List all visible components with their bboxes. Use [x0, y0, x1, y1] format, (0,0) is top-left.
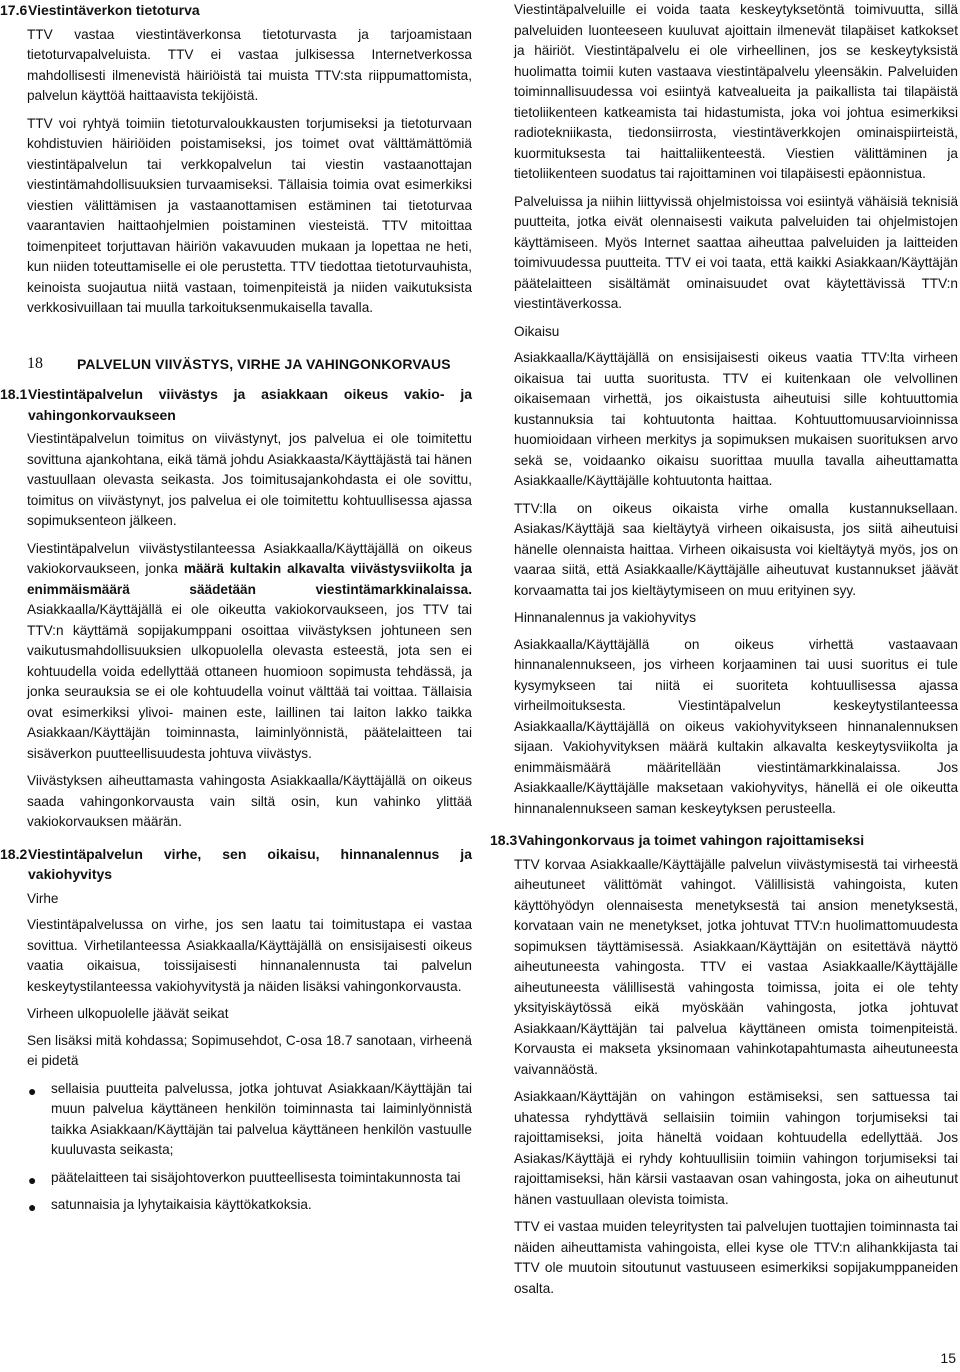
bullet-icon: ● [28, 1171, 37, 1188]
section-title: Viestintäverkon tietoturva [28, 2, 200, 18]
paragraph: TTV ei vastaa muiden teleyritysten tai palvelujen tuottajien toiminnasta tai näiden aiheuttamista vahingoista, ellei kyse ole TTV:n alihankkijasta tai TTV ole muutoin sitoutunut vastuuseen esimerkiksi sopijakumppaneiden osalta. [514, 1219, 958, 1296]
paragraph: Palveluissa ja niihin liittyvissä ohjelmistoissa voi esiintyä vähäisiä teknisiä puutteita, jotka eivät olennaisesti vaikuta palveluiden tai ohjelmistojen käyttämiseen. Myös Internet saattaa aiheuttaa palveluiden ja laitteiden toimivuudessa puutteita. TTV ei voi taata, että kaikki Asiakkaan/Käyttäjän päätelaitteen sisältämät ominaisuudet ovat käytettävissä TTV:n viestintäverkossa. [514, 193, 958, 311]
bullet-list [0, 1079, 472, 1216]
paragraph: Viestintäpalveluille ei voida taata keskeytyksetöntä toimivuutta, sillä palveluiden luonteeseen kuuluvat ajoittain ilmenevät tilapäiset katkokset ja häiriöt. Viestintäpalvelu ei ole virheellinen, jos se keskeytyksistä huolimatta toimii kuten vastaava viestintäpalvelu yleensäkin. Palveluiden toiminnallisuudessa voi esiintyä katvealueita ja paikallista tai tilapäistä tietoliikenteen katkeamista tai hidastumista, joka voi johtua esimerkiksi radiotekniikasta, tiedonsiirrosta, viestintäverkkojen ominaispiirteistä, kuormituksesta tai haittaliikenteestä. Viestien välittäminen ja tietoliikenteen suodatus tai rajoittaminen voi tilapäisesti epäonnistua. [514, 2, 958, 181]
page-number: 15 [940, 1350, 956, 1366]
list-item [28, 1079, 472, 1161]
right-column [490, 0, 958, 1306]
list-item [28, 1195, 472, 1216]
section-number: 18.2 [0, 845, 28, 862]
paragraph: Viestintäpalvelun toimitus on viivästynyt, jos palvelua ei ole toimitettu sovittuna ajankohtana, eikä tämä johdu Asiakkaasta/Käyttäjästä tai hänen vastuullaan olevasta seikasta. Jos toimitusajankohdasta ei ole sovittu, toimitus on viivästynyt, jos palvelua ei ole toimitettu kohtuullisessa ajassa sopimuksenteon jälkeen. [27, 431, 472, 528]
subheading: Virhe [27, 890, 59, 906]
chapter-heading-18 [0, 354, 472, 375]
list-item-text: sellaisia puutteita palvelussa, jotka johtuvat Asiakkaan/Käyttäjän tai muun palvelua käyttäneen henkilön toiminnasta tai laiminlyönnistä taikka Asiakkaan/Käyttäjän tai palvelua käyttäneen henkilön vastuulle kuuluvasta seikasta; [51, 1080, 472, 1157]
bold-text-run: määrä kultakin alkavalta viivästysviikolta ja enimmäismäärä säädetään viestintämarkkinalaissa. [27, 561, 472, 597]
bullet-icon: ● [28, 1082, 37, 1099]
section-heading-17-6 [0, 0, 472, 21]
bullet-icon: ● [28, 1199, 37, 1215]
paragraph: Asiakkaalla/Käyttäjällä on ensisijaisesti oikeus vaatia TTV:lta virheen oikaisua tai uutta suoritusta. TTV ei kuitenkaan ole velvollinen oikaisemaan virhettä, jos oikaistusta aiheutuisi sille kohtuuttomia kustannuksia tai kohtuutonta haittaa. Kohtuuttomuusarvioinnissa huomioidaan virheen merkitys ja sopimuksen mukaisen suorituksen arvo sekä se, voidaanko oikaisu suorittaa muulla tavalla aiheuttamatta Asiakkaalle/Käyttäjälle kohtuutonta haittaa. [514, 350, 958, 488]
paragraph: TTV:lla on oikeus oikaista virhe omalla kustannuksellaan. Asiakas/Käyttäjä saa kieltäytyä virheen oikaisusta, jos siitä aiheutuisi hänelle olennaista haittaa. Virheen oikaisusta voi kieltäytyä myös, jos on vaaraa siitä, että Asiakkaalle/Käyttäjälle aiheutuvat kustannukset jäävät korvaamatta tai jos kieltäytymiseen on muu erityinen syy. [514, 500, 958, 598]
section-heading-18-2 [0, 844, 472, 885]
paragraph: Asiakkaan/Käyttäjän on vahingon estämiseksi, sen sattuessa tai uhatessa ryhdyttävä sellaisiin toimiin vahingon torjumiseksi tai rajoittamiseksi, joita häneltä voidaan kohtuudella edellyttää. Jos Asiakas/Käyttäjä ei ryhdy kohtuullisiin toimiin vahingon torjumiseksi tai rajoittamiseksi, hän kärsii vastaavan osan vahingosta, joka on aiheutunut hänen vastuullaan olevista toimista. [514, 1089, 958, 1207]
paragraph: TTV korvaa Asiakkaalle/Käyttäjälle palvelun viivästymisestä tai virheestä aiheutuneet välittömät vahingot. Välillisistä vahingoista, kuten käyttöhyödyn olennaisesta menetyksestä tai ansion menetyksestä, korvataan vain ne menetykset, jotka johtuvat TTV:n huolimattomuudesta sopimuksen täyttämisessä. Asiakkaan/Käyttäjän on esitettävä näyttö aiheutuneesta vahingosta. TTV ei vastaa Asiakkaalle/Käyttäjälle aiheutuneesta välillisestä vahingosta toimissa, joita ei ole tehty yksityiskäytössä eikä myöskään vahingosta, jotka johtuvat Asiakkaan/Käyttäjän tai palvelua käyttäneen omista toimenpiteistä. Korvausta ei makseta yksinomaan vahinkotapahtumasta aiheutuneesta vaivannäöstä. [514, 856, 958, 1077]
paragraph: TTV vastaa viestintäverkonsa tietoturvasta ja tarjoamistaan tietoturvapalveluista. TTV ei vastaa julkisessa Internetverkossa mahdollisesti ilmenevistä häiriöistä tai muista TTV:sta riippumattomista, palvelun käyttöä haittaavista tekijöistä. [27, 26, 472, 103]
chapter-number: 18 [27, 354, 43, 372]
section-heading-18-1 [0, 384, 472, 425]
section-title: Vahingonkorvaus ja toimet vahingon rajoittamiseksi [518, 832, 865, 848]
paragraph: Asiakkaalla/Käyttäjällä on oikeus virhettä vastaavaan hinnanalennukseen, jos virheen korjaaminen tai uusi suoritus ei tule kysymykseen tai niitä ei suoriteta kohtuullisessa ajassa virheilmoituksesta. Viestintäpalvelun keskeytystilanteessa Asiakkaalla/Käyttäjällä on oikeus vakiohyvitykseen hinnanalennuksen sijaan. Vakiohyvityksen määrä kultakin alkavalta keskeytysviikolta ja enimmäismäärä määritellään viestintämarkkinalaissa. Jos Asiakkaalle/Käyttäjälle maksetaan vakiohyvitys, hänellä ei ole oikeutta hinnanalennukseen saman keskeytyksen perusteella. [514, 636, 958, 816]
text-run: Asiakkaalla/Käyttäjällä ei ole oikeutta vakiokorvaukseen, jos TTV tai TTV:n käyttämä sopijakumppani osoittaa viivästyksen johtuneen sen vaikutusmahdollisuuksien ulkopuolella olevasta esteestä, jota sen ei kohtuudella voida edellyttää ottaneen huomioon sopimusta tehdässä, ja jonka seurauksia se ei ole kohtuudella voinut välttää tai voittaa. Tällaisia ovat esimerkiksi ylivoi- mainen este, laillinen tai laiton lakko taikka Asiakkaan/Käyttäjän toiminnasta, laiminlyönnistä, päätelaitteen tai sisäverkon puutteellisuudesta johtuva viivästys. [27, 602, 472, 761]
section-heading-18-3 [490, 830, 958, 851]
subheading: Oikaisu [514, 323, 560, 339]
section-title: Viestintäpalvelun viivästys ja asiakkaan oikeus vakio- ja vahingonkorvaukseen [28, 386, 472, 423]
paragraph: Viestintäpalvelussa on virhe, jos sen laatu tai toimitustapa ei vastaa sovittua. Virhetilanteessa Asiakkaalla/Käyttäjällä on ensisijaisesti oikeus vaatia oikaisua, toissijaisesti hinnanalennusta tai palvelun keskeytystilanteessa vakiohyvitystä ja näiden lisäksi vahingonkorvausta. [27, 917, 472, 994]
list-item [28, 1168, 472, 1189]
paragraph: Viivästyksen aiheuttamasta vahingosta Asiakkaalla/Käyttäjällä on oikeus saada vahingonkorvausta vain siltä osin, kun vahinko ylittää vakiokorvauksen määrän. [27, 773, 472, 829]
section-title: Viestintäpalvelun virhe, sen oikaisu, hinnanalennus ja vakiohyvitys [28, 845, 472, 882]
subheading: Virheen ulkopuolelle jäävät seikat [27, 1006, 229, 1021]
paragraph [0, 539, 472, 765]
subheading: Hinnanalennus ja vakiohyvitys [514, 610, 697, 625]
left-column [0, 0, 472, 1223]
section-number: 17.6 [0, 2, 28, 18]
section-number: 18.3 [490, 832, 518, 848]
chapter-title: PALVELUN VIIVÄSTYS, VIRHE JA VAHINGONKORVAUS [77, 355, 451, 372]
paragraph: Sen lisäksi mitä kohdassa; Sopimusehdot, C-osa 18.7 sanotaan, virheenä ei pidetä [27, 1032, 472, 1068]
paragraph: TTV voi ryhtyä toimiin tietoturvaloukkausten torjumiseksi ja tietoturvaan kohdistuvien häiriöiden poistamiseksi, jos toimet ovat välttämättömiä viestintäpalvelun tai verkkopalvelun tai viestin vastaanottajan viestintämahdollisuuksien turvaamiseksi. Tällaisia toimia ovat esimerkiksi viestien välittämisen ja vastaanottamisen estäminen tai tietoturvaa vaarantavien haittaohjelmien poistaminen viesteistä. TTV mitoittaa toimenpiteet torjuttavan häiriön vakavuuden mukaan ja lopettaa ne heti, kun niiden toteuttamiselle ei ole perustetta. TTV tiedottaa tietoturvauhista, keinoista suojautua niitä vastaan, toimenpiteistä ja niiden vaikutuksista verkkosivuillaan tai muulla tarkoituksenmukaisella tavalla. [27, 115, 472, 315]
list-item-text: päätelaitteen tai sisäjohtoverkon puutteellisesta toimintakunnosta tai [51, 1169, 461, 1185]
section-number: 18.1 [0, 386, 28, 402]
list-item-text: satunnaisia ja lyhytaikaisia käyttökatkoksia. [51, 1197, 312, 1212]
text-run: Viestintäpalvelun viivästystilanteessa Asiakkaalla/Käyttäjällä on oikeus vakiokorvaukseen, jonka [27, 540, 472, 576]
